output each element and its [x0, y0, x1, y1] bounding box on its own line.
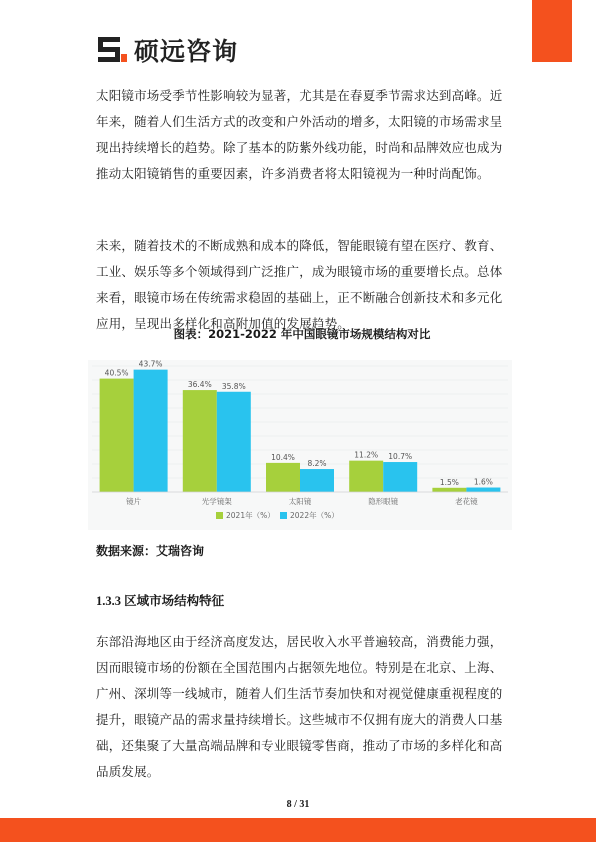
data-label: 1.5%: [439, 477, 459, 487]
bar-2022: [134, 370, 168, 492]
footer-bar: [0, 818, 596, 842]
category-label: 光学镜架: [201, 497, 232, 506]
data-source: 数据来源：艾瑞咨询: [96, 544, 205, 558]
bar-2022: [466, 488, 500, 492]
data-label: 10.7%: [388, 452, 413, 462]
data-label: 40.5%: [104, 368, 129, 378]
data-label: 43.7%: [138, 360, 163, 369]
bar-2021: [266, 463, 300, 492]
logo-text: 硕远咨询: [134, 37, 239, 66]
category-label: 老花镜: [455, 497, 478, 506]
bar-2022: [217, 392, 251, 492]
bar-2021: [100, 379, 134, 492]
paragraph-regional: 东部沿海地区由于经济高度发达，居民收入水平普遍较高，消费能力强，因而眼镜市场的份额在全国范围内占据领先地位。特别是在北京、上海、广州、深圳等一线城市，随着人们生活节奏加快和对视觉健康重视程度的提升，眼镜产品的需求量持续增长。这些城市不仅拥有庞大的消费人口基础，还集聚了大量高端品牌和专业眼镜零售商，推动了市场的多样化和高品质发展。: [96, 634, 503, 779]
bar-2022: [383, 462, 417, 492]
bar-2021: [349, 461, 383, 492]
data-label: 8.2%: [307, 459, 327, 469]
bar-2021: [183, 390, 217, 492]
category-label: 太阳镜: [288, 497, 312, 506]
logo-icon: [96, 34, 128, 66]
market-structure-chart: [88, 360, 512, 530]
section-heading: 1.3.3 区域市场结构特征: [96, 594, 225, 608]
bar-2022: [300, 469, 334, 492]
chart-svg: [88, 360, 512, 530]
legend-swatch: [280, 512, 287, 519]
bar-2021: [432, 488, 466, 492]
company-logo: [96, 30, 238, 70]
data-label: 10.4%: [271, 452, 295, 462]
corner-accent: [532, 0, 572, 62]
legend-swatch: [216, 512, 223, 519]
category-label: 镜片: [126, 497, 142, 506]
data-label: 1.6%: [473, 477, 493, 487]
legend-label: 2022年（%）: [290, 511, 339, 520]
data-label: 36.4%: [187, 380, 212, 390]
legend-label: 2021年（%）: [226, 511, 275, 520]
page-number: 8 / 31: [286, 799, 310, 810]
category-label: 隐形眼镜: [368, 497, 399, 506]
data-label: 11.2%: [354, 450, 379, 460]
data-label: 35.8%: [221, 381, 246, 391]
chart-title: 图表：2021-2022 年中国眼镜市场规模结构对比: [173, 327, 431, 341]
paragraph-sunglasses: 太阳镜市场受季节性影响较为显著，尤其是在春夏季节需求达到高峰。近年来，随着人们生活方式的改变和户外活动的增多，太阳镜的市场需求呈现出持续增长的趋势。除了基本的防紫外线功能，时尚和品牌效应也成为推动太阳镜销售的重要因素，许多消费者将太阳镜视为一种时尚配饰。: [96, 88, 503, 181]
paragraph-future: 未来，随着技术的不断成熟和成本的降低，智能眼镜有望在医疗、教育、工业、娱乐等多个领域得到广泛推广，成为眼镜市场的重要增长点。总体来看，眼镜市场在传统需求稳固的基础上，正不断融合创新技术和多元化应用，呈现出多样化和高附加值的发展趋势。: [96, 238, 503, 331]
